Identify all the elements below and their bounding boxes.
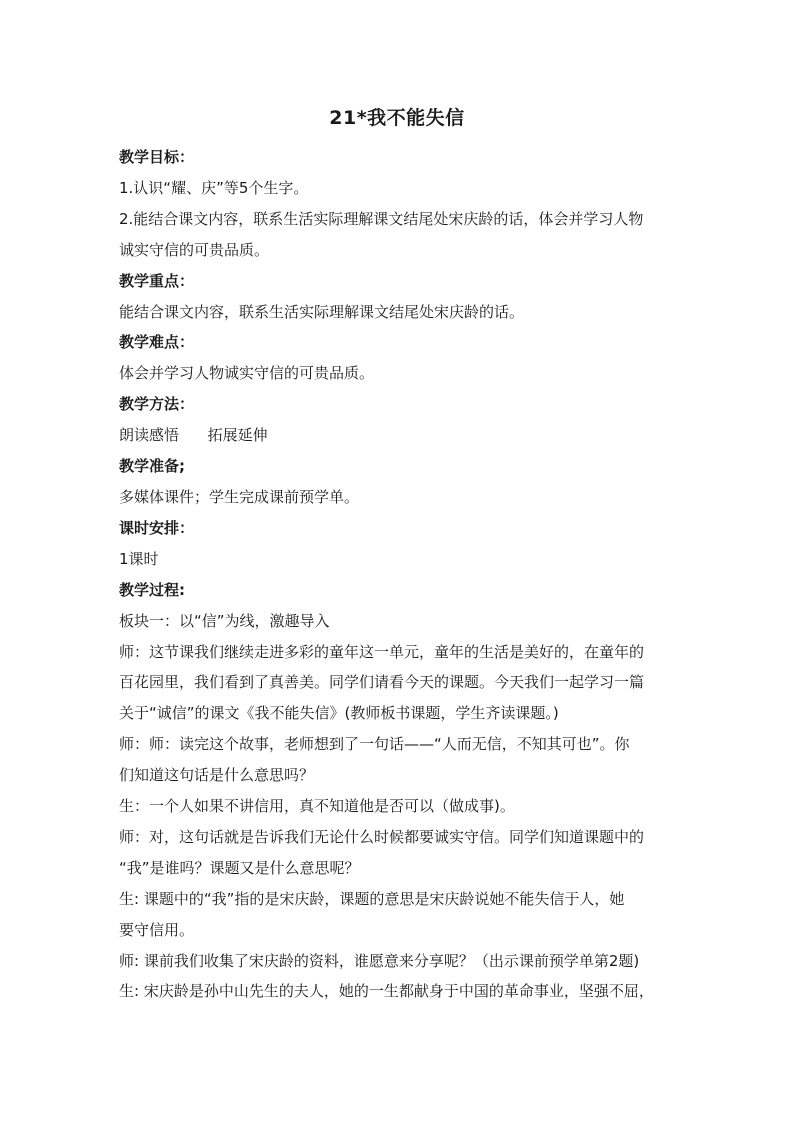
paragraph-line: 师: 课前我们收集了宋庆龄的资料，谁愿意来分享呢？（出示课前预学单第2题) xyxy=(119,951,640,970)
heading-schedule: 课时安排： xyxy=(119,518,195,537)
paragraph-line: 2.能结合课文内容，联系生活实际理解课文结尾处宋庆龄的话，体会并学习人物 xyxy=(119,209,644,228)
paragraph-line: 多媒体课件；学生完成课前预学单。 xyxy=(119,487,360,506)
paragraph-line: 能结合课文内容，联系生活实际理解课文结尾处宋庆龄的话。 xyxy=(119,302,525,321)
document-body xyxy=(119,142,679,1007)
paragraph-line: 师：师：读完这个故事，老师想到了一句话——“人而无信，不知其可也”。你 xyxy=(119,735,630,754)
paragraph-line: 生: 宋庆龄是孙中山先生的夫人，她的一生都献身于中国的革命事业，坚强不屈， xyxy=(119,982,654,1001)
paragraph-line: 1.认识“耀、庆”等5个生字。 xyxy=(119,178,309,197)
paragraph-line: 体会并学习人物诚实守信的可贵品质。 xyxy=(119,364,375,383)
heading-methods: 教学方法： xyxy=(119,395,195,414)
heading-process: 教学过程: xyxy=(119,580,185,599)
paragraph-line: 关于“诚信”的课文《我不能失信》(教师板书课题，学生齐读课题。) xyxy=(119,704,559,723)
paragraph-line: 板块一：以“信”为线，激趣导入 xyxy=(119,611,330,630)
paragraph-line: “我”是谁吗？课题又是什么意思呢？ xyxy=(119,858,360,877)
paragraph-line: 师：这节课我们继续走进多彩的童年这一单元，童年的生活是美好的，在童年的 xyxy=(119,642,645,661)
paragraph-line: 诚实守信的可贵品质。 xyxy=(119,240,270,259)
heading-difficulties: 教学难点： xyxy=(119,333,195,352)
paragraph-line: 朗读感悟 拓展延伸 xyxy=(119,426,268,445)
paragraph-line: 要守信用。 xyxy=(119,920,195,939)
heading-objectives: 教学目标： xyxy=(119,148,195,166)
paragraph-line: 师：对，这句话就是告诉我们无论什么时候都要诚实守信。同学们知道课题中的 xyxy=(119,827,645,846)
paragraph-line: 1课时 xyxy=(119,549,159,568)
heading-key-points: 教学重点： xyxy=(119,271,195,290)
heading-preparation: 教学准备; xyxy=(119,457,185,476)
document-title: 21*我不能失信 xyxy=(329,107,465,129)
paragraph-line: 生：一个人如果不讲信用，真不知道他是否可以（做成事)。 xyxy=(119,797,515,816)
paragraph-line: 们知道这句话是什么意思吗？ xyxy=(119,766,315,785)
paragraph-line: 生: 课题中的“我”指的是宋庆龄，课题的意思是宋庆龄说她不能失信于人，她 xyxy=(119,889,625,908)
paragraph-line: 百花园里，我们看到了真善美。同学们请看今天的课题。今天我们一起学习一篇 xyxy=(119,673,645,692)
